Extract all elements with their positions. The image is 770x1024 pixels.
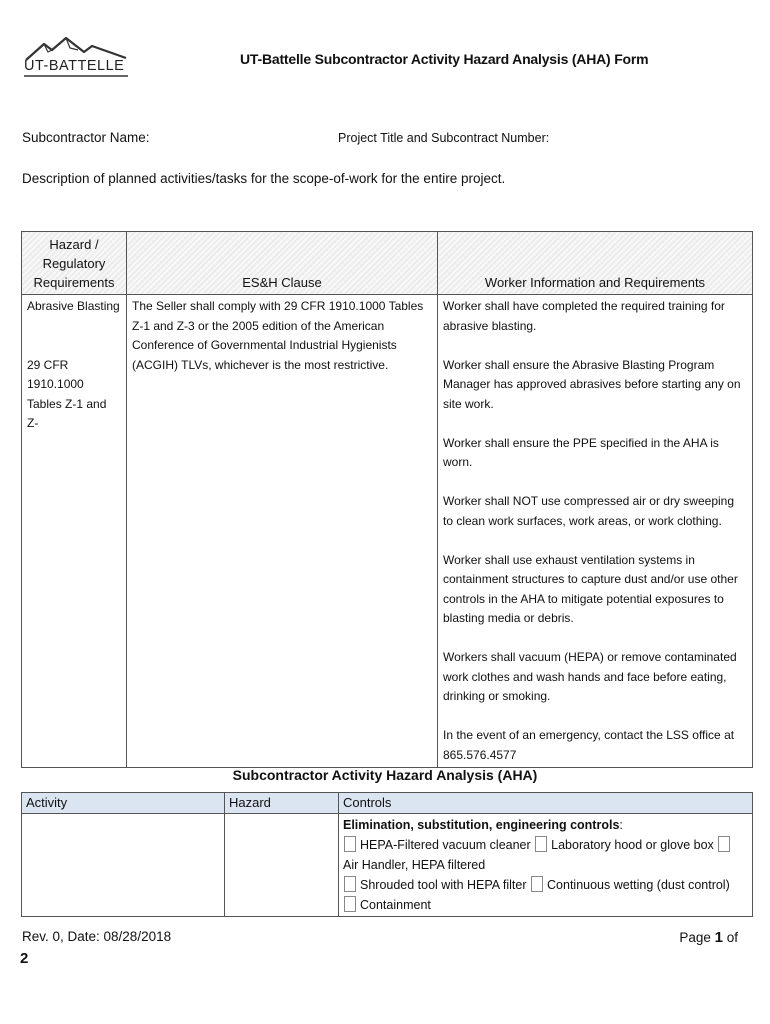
description-label: Description of planned activities/tasks for the scope-of-work for the entire project. [22,171,506,186]
header-hazard: Hazard [225,793,339,814]
form-title: UT-Battelle Subcontractor Activity Hazard Analysis (AHA) Form [240,51,649,67]
subcontractor-name-label: Subcontractor Name: [22,130,150,145]
header-hazard: Hazard / Regulatory Requirements [22,232,127,295]
checkbox-continuous-wetting[interactable] [531,876,543,892]
header-worker-info: Worker Information and Requirements [438,232,753,295]
ut-battelle-logo [22,30,130,78]
controls-cell: Elimination, substitution, engineering controls: HEPA-Filtered vacuum cleaner Laboratory hood or glove box Air Handler, HEPA filtered Shrouded tool with HEPA filter Continuous wetting (dust control) Containment [339,814,753,917]
hazard-table-header-row [22,232,753,295]
esh-clause-cell: The Seller shall comply with 29 CFR 1910.1000 Tables Z-1 and Z-3 or the 2005 edition of the American Conference of Governmental Industrial Hygienists (ACGIH) TLVs, whichever is the most restrictive. [127,295,438,768]
option-label: Continuous wetting (dust control) [547,878,730,892]
requirement-item: Workers shall vacuum (HEPA) or remove contaminated work clothes and wash hands and face before eating, drinking or smoking. [443,650,737,703]
controls-heading: Elimination, substitution, engineering controls [343,818,620,832]
worker-requirements-cell [438,295,753,768]
requirement-item: Worker shall ensure the Abrasive Blasting Program Manager has approved abrasives before starting any on site work. [443,357,741,411]
checkbox-lab-hood[interactable] [535,836,547,852]
table-row [22,814,753,917]
option-label: Air Handler, HEPA filtered [343,858,486,872]
requirement-item: Worker shall ensure the PPE specified in the AHA is worn. [443,435,719,469]
option-label: HEPA-Filtered vacuum cleaner [360,838,531,852]
table-row [22,295,753,768]
hazard-cell [22,295,127,768]
hazard-cell[interactable] [225,814,339,917]
header-controls: Controls [339,793,753,814]
option-label: Shrouded tool with HEPA filter [360,878,527,892]
checkbox-shrouded-tool[interactable] [344,876,356,892]
checkbox-hepa-vacuum[interactable] [344,836,356,852]
header-activity: Activity [22,793,225,814]
logo-text: UT-BATTELLE [24,58,125,74]
regulation-reference: 29 CFR 1910.1000 Tables Z-1 and Z- [27,357,107,430]
project-title-label: Project Title and Subcontract Number: [338,131,550,145]
page-number: Page 1 of [679,929,738,946]
hazard-table [21,231,753,768]
header-esh-clause: ES&H Clause [127,232,438,295]
aha-title: Subcontractor Activity Hazard Analysis (AHA) [232,767,538,783]
aha-header-row [22,793,753,814]
option-label: Laboratory hood or glove box [551,838,714,852]
hazard-name: Abrasive Blasting [27,299,120,313]
requirement-item: Worker shall use exhaust ventilation systems in containment structures to capture dust and/or use other controls in the AHA to mitigate potential exposures to blasting media or debris. [443,552,738,625]
revision-date: Rev. 0, Date: 08/28/2018 [22,929,172,944]
checkbox-air-handler[interactable] [718,836,730,852]
activity-cell[interactable] [22,814,225,917]
requirement-item: Worker shall NOT use compressed air or dry sweeping to clean work surfaces, work areas, or work clothing. [443,494,734,528]
aha-table [21,792,753,917]
requirement-item: In the event of an emergency, contact the LSS office at 865.576.4577 [443,728,735,762]
checkbox-containment[interactable] [344,896,356,912]
requirement-item: Worker shall have completed the required training for abrasive blasting. [443,299,725,333]
option-label: Containment [360,898,431,912]
total-pages: 2 [20,950,29,967]
